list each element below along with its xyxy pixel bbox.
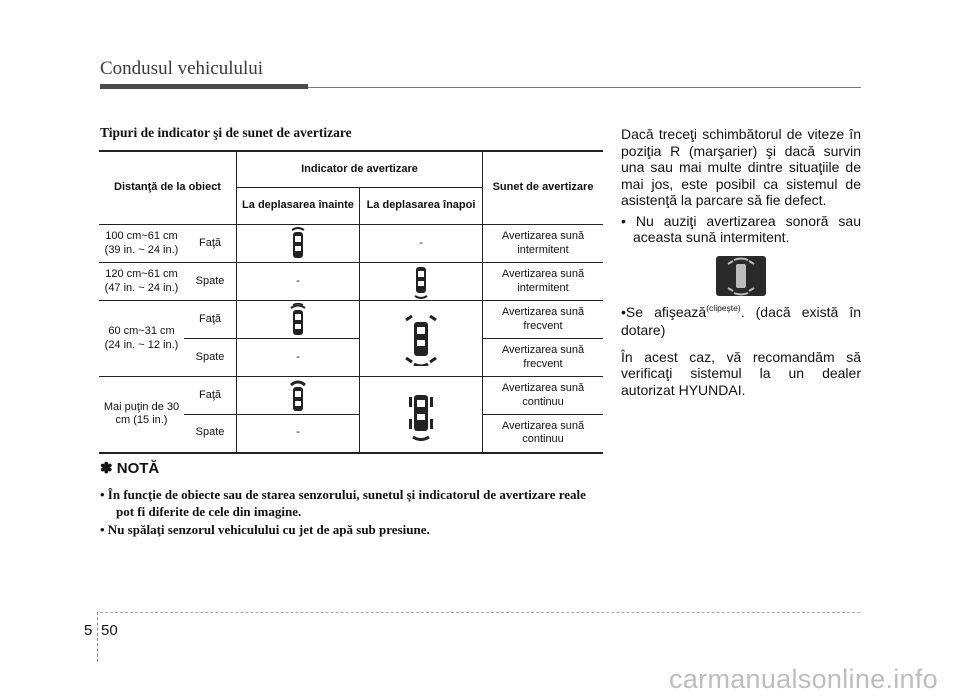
- r3-rear-forward: -: [237, 339, 360, 377]
- car-front-3-icon: [288, 379, 308, 413]
- right-bullet-2-pre: •Se afişează: [621, 303, 707, 320]
- r4-position-front: Faţă: [184, 377, 237, 415]
- r1-forward-cell: [237, 225, 360, 263]
- r3-sound-rear: Avertizarea sună frecvent: [483, 339, 604, 377]
- section-heading: Tipuri de indicator şi de sunet de avertizare: [100, 125, 352, 140]
- r2-distance: 120 cm~61 cm (47 in. ~ 24 in.): [99, 263, 184, 301]
- r2-position: Spate: [184, 263, 237, 301]
- footer-divider: [100, 612, 860, 613]
- page-number: 50: [101, 622, 118, 639]
- right-bullet-1: • Nu auziţi avertizarea sonoră sau aceasta sună intermitent.: [621, 212, 861, 245]
- r4-sound-rear: Avertizarea sună continuu: [483, 415, 604, 453]
- r4-position-rear: Spate: [184, 415, 237, 453]
- note-item: • Nu spălaţi senzorul vehiculului cu jet de apă sub presiune.: [100, 522, 430, 537]
- car-rear-2-icon: [401, 312, 441, 366]
- r3-forward-cell: [237, 301, 360, 339]
- r4-distance: Mai puţin de 30 cm (15 in.): [99, 377, 184, 453]
- r4-rear-forward: -: [237, 415, 360, 453]
- car-rear-1-icon: [413, 265, 429, 299]
- header-title: Condusul vehiculului: [100, 58, 264, 79]
- note-item: • În funcţie de obiecte sau de starea senzorului, sunetul şi indicatorul de avertizare reale pot fi diferite de cele din imagine.: [100, 487, 586, 519]
- r4-forward-cell: [237, 377, 360, 415]
- watermark: carmanualsonline.info: [669, 664, 938, 694]
- col-distance: Distanţă de la obiect: [99, 151, 237, 225]
- r4-backward-cell: [360, 377, 483, 453]
- r2-backward-cell: [360, 263, 483, 301]
- indicator-table: [99, 150, 603, 454]
- note-list: [100, 486, 604, 539]
- blink-label: (clipeşte): [706, 302, 741, 313]
- col-backward: La deplasarea înapoi: [360, 188, 483, 225]
- r3-position-front: Faţă: [184, 301, 237, 339]
- r1-sound: Avertizarea sună intermitent: [483, 225, 604, 263]
- r1-distance: 100 cm~61 cm (39 in. ~ 24 in.): [99, 225, 184, 263]
- right-bullet-2: [621, 304, 861, 339]
- right-column: [621, 126, 861, 402]
- right-bullet-2-post: . (dacă există în dotare): [621, 303, 861, 338]
- col-forward: La deplasarea înainte: [237, 188, 360, 225]
- r3-sound-front: Avertizarea sună frecvent: [483, 301, 604, 339]
- r3-position-rear: Spate: [184, 339, 237, 377]
- chapter-number: 5: [84, 622, 93, 639]
- r2-forward: -: [237, 263, 360, 301]
- footer-vertical-divider: [97, 612, 98, 662]
- right-paragraph-1: Dacă treceţi schimbătorul de viteze în poziţia R (marşarier) şi dacă survin una sau mai multe dintre situaţiile de mai jos, este posibil ca sistemul de asistenţă la parcare să fie defect.: [621, 126, 861, 208]
- col-indicator: Indicator de avertizare: [237, 151, 483, 188]
- header-line: [308, 87, 861, 88]
- header-bar: [100, 84, 308, 89]
- note-heading: ✽ NOTĂ: [100, 460, 160, 477]
- car-rear-3-icon: [401, 387, 441, 441]
- r2-sound: Avertizarea sună intermitent: [483, 263, 604, 301]
- right-paragraph-3: În acest caz, vă recomandăm să verificaţi sistemul la un dealer autorizat HYUNDAI.: [621, 348, 861, 398]
- r3-backward-cell: [360, 301, 483, 377]
- r1-position: Faţă: [184, 225, 237, 263]
- car-front-2-icon: [288, 303, 308, 337]
- r3-distance: 60 cm~31 cm (24 in. ~ 12 in.): [99, 301, 184, 377]
- r4-sound-front: Avertizarea sună continuu: [483, 377, 604, 415]
- r1-backward: -: [360, 225, 483, 263]
- col-sound: Sunet de avertizare: [483, 151, 604, 225]
- car-front-1-icon: [290, 227, 306, 261]
- display-icon: [716, 256, 766, 296]
